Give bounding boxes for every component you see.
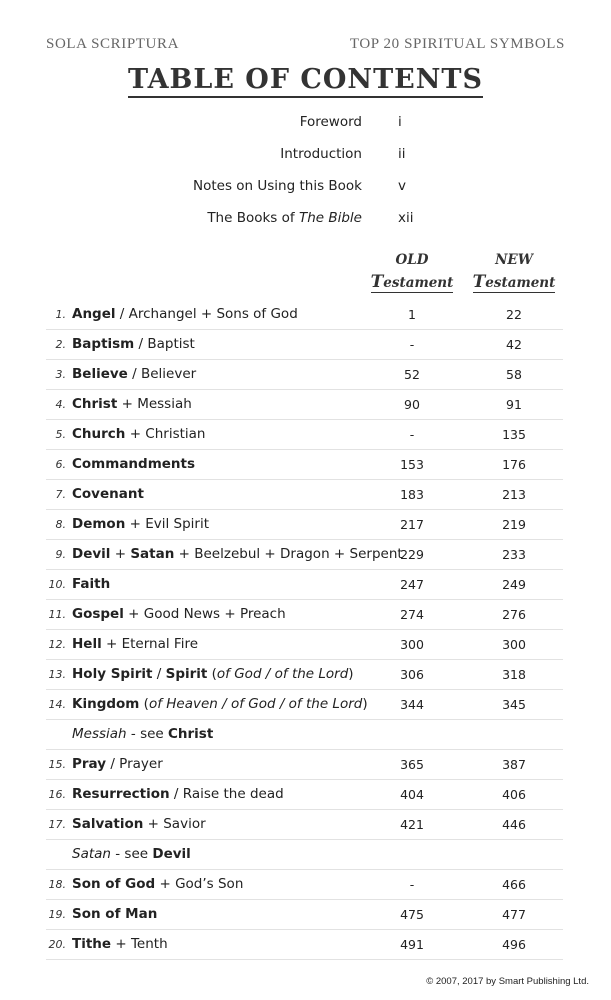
- entry-number: 8.: [55, 518, 66, 531]
- label-segment: Church: [72, 426, 126, 442]
- entry-number: 6.: [55, 458, 66, 471]
- entry-label: [72, 456, 195, 472]
- front-matter-page: xii: [398, 210, 414, 226]
- entry-number: 10.: [48, 578, 66, 591]
- label-segment: of God / of the Lord: [216, 666, 349, 682]
- new-testament-page: 213: [502, 487, 526, 502]
- entry-number: 13.: [48, 668, 66, 681]
- label-segment: (: [207, 666, 217, 682]
- entry-number: 7.: [55, 488, 66, 501]
- entry-label: [72, 816, 206, 832]
- front-matter-page: ii: [398, 146, 406, 162]
- entry-number: 1.: [55, 308, 66, 321]
- new-header-line1: NEW: [495, 252, 533, 268]
- label-segment: Baptism: [72, 336, 135, 352]
- label-segment: (: [139, 696, 149, 712]
- new-testament-page: 135: [502, 427, 526, 442]
- label-segment: Salvation: [72, 816, 144, 832]
- table-row: [46, 840, 563, 870]
- entry-label: [72, 426, 206, 442]
- running-header-right: TOP 20 SPIRITUAL SYMBOLS: [349, 36, 565, 52]
- front-matter-page: v: [398, 178, 406, 194]
- label-segment: + Evil Spirit: [125, 516, 210, 532]
- new-testament-page: 387: [502, 757, 526, 772]
- front-matter-item: [0, 178, 611, 202]
- entry-label: [72, 306, 298, 322]
- old-testament-page: 217: [400, 517, 424, 532]
- old-testament-page: -: [409, 877, 415, 892]
- entry-label: [72, 336, 195, 352]
- label-segment: + Eternal Fire: [101, 636, 199, 652]
- entry-number: 19.: [48, 908, 66, 921]
- page-title-text: TABLE OF CONTENTS: [128, 65, 483, 98]
- old-testament-page: 306: [400, 667, 424, 682]
- label-segment: Satan: [72, 846, 111, 862]
- old-header-line2: Testament: [370, 272, 454, 292]
- entry-number: 11.: [48, 608, 66, 621]
- old-testament-page: 274: [400, 607, 424, 622]
- front-matter-page: i: [398, 114, 402, 130]
- label-segment: Resurrection: [72, 786, 170, 802]
- table-row: [46, 870, 563, 900]
- label-segment: - see: [126, 726, 168, 742]
- old-testament-page: 153: [400, 457, 424, 472]
- old-testament-page: 247: [400, 577, 424, 592]
- entry-label: [72, 546, 403, 562]
- label-segment: / Prayer: [106, 756, 163, 772]
- label-segment: Gospel: [72, 606, 124, 622]
- table-row: [46, 570, 563, 600]
- new-testament-page: 496: [502, 937, 526, 952]
- copyright-footer: © 2007, 2017 by Smart Publishing Ltd.: [426, 976, 589, 987]
- table-row: [46, 360, 563, 390]
- old-header-line1: OLD: [395, 252, 429, 268]
- table-row: [46, 630, 563, 660]
- entry-label: [72, 786, 284, 802]
- new-testament-page: 249: [502, 577, 526, 592]
- old-testament-page: -: [409, 427, 415, 442]
- label-segment: ): [348, 666, 354, 682]
- entry-number: 17.: [48, 818, 66, 831]
- entry-label: [72, 726, 213, 742]
- entry-label: [72, 696, 368, 712]
- new-testament-page: 233: [502, 547, 526, 562]
- old-testament-page: 404: [400, 787, 424, 802]
- table-row: [46, 390, 563, 420]
- label-segment: Christ: [168, 726, 214, 742]
- table-row: [46, 330, 563, 360]
- front-matter-item: [0, 210, 611, 234]
- entry-label: [72, 606, 286, 622]
- label-segment: +: [110, 546, 131, 562]
- label-segment: Angel: [72, 306, 116, 322]
- table-row: [46, 450, 563, 480]
- entry-number: 4.: [55, 398, 66, 411]
- new-testament-page: 300: [502, 637, 526, 652]
- label-segment: Satan: [130, 546, 175, 562]
- new-testament-page: 318: [502, 667, 526, 682]
- label-segment: Pray: [72, 756, 107, 772]
- old-testament-page: 300: [400, 637, 424, 652]
- label-segment: Believe: [72, 366, 128, 382]
- label-segment: Holy Spirit: [72, 666, 153, 682]
- new-testament-page: 22: [506, 307, 522, 322]
- entry-label: [72, 906, 157, 922]
- new-testament-page: 42: [506, 337, 522, 352]
- table-row: [46, 540, 563, 570]
- label-segment: Devil: [72, 546, 111, 562]
- label-segment: /: [152, 666, 166, 682]
- table-row: [46, 690, 563, 720]
- contents-table: [46, 300, 563, 960]
- entry-number: 9.: [55, 548, 66, 561]
- label-segment: + Christian: [125, 426, 206, 442]
- entry-number: 15.: [48, 758, 66, 771]
- old-testament-page: 90: [404, 397, 420, 412]
- label-segment: Hell: [72, 636, 102, 652]
- old-testament-page: -: [409, 337, 415, 352]
- table-row: [46, 810, 563, 840]
- old-testament-page: 183: [400, 487, 424, 502]
- table-row: [46, 420, 563, 450]
- entry-label: [72, 486, 144, 502]
- label-segment: of Heaven / of God / of the Lord: [148, 696, 363, 712]
- label-segment: / Raise the dead: [169, 786, 284, 802]
- old-testament-page: 52: [404, 367, 420, 382]
- label-segment: + Good News + Preach: [123, 606, 286, 622]
- label-segment: The Books of: [207, 210, 299, 226]
- label-segment: Covenant: [72, 486, 144, 502]
- new-testament-page: 446: [502, 817, 526, 832]
- old-testament-page: 229: [400, 547, 424, 562]
- new-testament-page: 219: [502, 517, 526, 532]
- entry-number: 14.: [48, 698, 66, 711]
- new-testament-page: 91: [506, 397, 522, 412]
- label-segment: Son of Man: [72, 906, 158, 922]
- front-matter-item: [0, 114, 611, 138]
- entry-label: [72, 366, 196, 382]
- new-testament-page: 477: [502, 907, 526, 922]
- entry-label: [72, 576, 110, 592]
- label-segment: + God’s Son: [155, 876, 244, 892]
- label-segment: Kingdom: [72, 696, 140, 712]
- entry-number: 5.: [55, 428, 66, 441]
- entry-number: 18.: [48, 878, 66, 891]
- table-row: [46, 600, 563, 630]
- label-segment: / Baptist: [134, 336, 195, 352]
- running-header-left: SOLA SCRIPTURA: [46, 36, 180, 52]
- old-testament-page: 344: [400, 697, 424, 712]
- label-segment: Messiah: [72, 726, 127, 742]
- new-testament-page: 276: [502, 607, 526, 622]
- label-segment: + Messiah: [117, 396, 192, 412]
- old-testament-page: 491: [400, 937, 424, 952]
- old-testament-column-header: [367, 252, 457, 293]
- old-testament-page: 365: [400, 757, 424, 772]
- front-matter-label: Foreword: [299, 114, 362, 130]
- table-row: [46, 900, 563, 930]
- new-testament-page: 58: [506, 367, 522, 382]
- front-matter-item: [0, 146, 611, 170]
- page-title: [0, 64, 611, 98]
- label-segment: Son of God: [72, 876, 156, 892]
- entry-number: 2.: [55, 338, 66, 351]
- front-matter-label: [207, 210, 362, 226]
- front-matter-label: Introduction: [280, 146, 362, 162]
- label-segment: + Savior: [143, 816, 206, 832]
- entry-label: [72, 516, 209, 532]
- label-segment: Tithe: [72, 936, 112, 952]
- table-row: [46, 660, 563, 690]
- label-segment: Demon: [72, 516, 126, 532]
- entry-number: 12.: [48, 638, 66, 651]
- label-segment: + Tenth: [111, 936, 168, 952]
- new-header-line2: Testament: [472, 272, 556, 292]
- old-testament-page: 475: [400, 907, 424, 922]
- new-testament-page: 466: [502, 877, 526, 892]
- table-row: [46, 300, 563, 330]
- entry-label: [72, 846, 191, 862]
- entry-label: [72, 936, 168, 952]
- table-row: [46, 750, 563, 780]
- entry-label: [72, 876, 243, 892]
- entry-label: [72, 396, 192, 412]
- label-segment: Devil: [152, 846, 191, 862]
- entry-number: 3.: [55, 368, 66, 381]
- table-row: [46, 720, 563, 750]
- label-segment: - see: [110, 846, 153, 862]
- old-testament-page: 1: [408, 307, 416, 322]
- label-segment: Spirit: [165, 666, 208, 682]
- table-row: [46, 780, 563, 810]
- table-row: [46, 930, 563, 960]
- front-matter-label: Notes on Using this Book: [193, 178, 362, 194]
- label-segment: Commandments: [72, 456, 196, 472]
- label-segment: / Archangel + Sons of God: [115, 306, 298, 322]
- entry-label: [72, 756, 163, 772]
- entry-label: [72, 636, 198, 652]
- new-testament-page: 176: [502, 457, 526, 472]
- entry-label: [72, 666, 354, 682]
- new-testament-page: 345: [502, 697, 526, 712]
- old-testament-page: 421: [400, 817, 424, 832]
- entry-number: 20.: [48, 938, 66, 951]
- label-segment: Christ: [72, 396, 118, 412]
- label-segment: The Bible: [298, 210, 362, 226]
- table-row: [46, 480, 563, 510]
- new-testament-page: 406: [502, 787, 526, 802]
- entry-number: 16.: [48, 788, 66, 801]
- label-segment: + Beelzebul + Dragon + Serpent: [174, 546, 403, 562]
- label-segment: ): [362, 696, 368, 712]
- label-segment: / Believer: [127, 366, 197, 382]
- label-segment: Faith: [72, 576, 111, 592]
- new-testament-column-header: [469, 252, 559, 293]
- table-row: [46, 510, 563, 540]
